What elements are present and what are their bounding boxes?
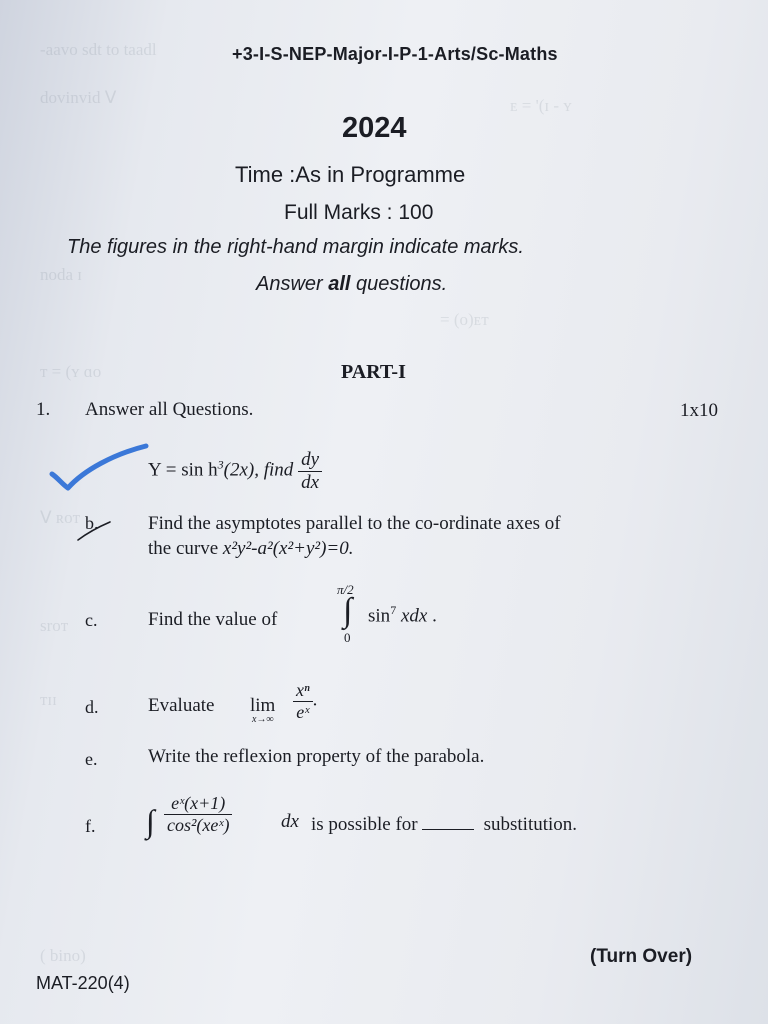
item-a-numerator: dy [298, 449, 322, 472]
item-c-label: c. [85, 610, 98, 630]
show-through-text: Ⅴ ʀoᴛ [40, 508, 81, 527]
time-line: Time :As in Programme [235, 162, 466, 187]
turn-over: (Turn Over) [590, 946, 693, 967]
question-text: Answer all Questions. [85, 399, 254, 420]
item-d-text: Evaluate [148, 695, 215, 716]
item-d-label: d. [85, 697, 99, 717]
item-e-text: Write the reflexion property of the parabola. [148, 746, 485, 767]
show-through-text: -aavo sdt to taadl [40, 40, 157, 59]
show-through-text: ᴛɪɪ [40, 690, 57, 709]
show-through-text: ( bino) [40, 946, 86, 965]
integral-lower-limit: 0 [344, 630, 351, 645]
integral-upper-limit: π/2 [337, 582, 354, 597]
show-through-text: sroᴛ [40, 616, 69, 635]
item-d-end: . [312, 689, 318, 711]
item-c-end: . [427, 605, 437, 627]
item-d-lim: lim [250, 695, 276, 716]
answer-suffix: questions. [350, 273, 448, 295]
item-e-label: e. [85, 749, 98, 769]
item-b-equation: x²y²-a²(x²+y²)=0. [222, 538, 354, 559]
integral-sign-icon: ∫ [146, 803, 155, 839]
answer-prefix: Answer [256, 273, 329, 295]
item-f-numerator: eˣ(x+1) [164, 793, 232, 815]
answer-instruction [256, 273, 447, 296]
show-through-text: = (ᴏ)ᴇᴛ [440, 310, 489, 329]
item-c-sin: sin [368, 605, 391, 627]
item-f-label: f. [85, 816, 96, 836]
exam-year: 2024 [342, 112, 407, 144]
item-b-line2 [148, 538, 354, 560]
item-d-lim-sub: x→∞ [252, 714, 274, 725]
integral-sign-icon: ∫ [343, 592, 353, 629]
item-d-numerator: xⁿ [293, 680, 313, 702]
item-b-prefix: the curve [148, 538, 223, 559]
show-through-text: noda ɪ [40, 265, 83, 284]
full-marks: Full Marks : 100 [284, 201, 434, 224]
show-through-text: ᴛ = (ʏ ɑᴏ [40, 362, 102, 381]
check-mark-icon [44, 436, 154, 494]
item-d-denominator: eˣ [296, 701, 310, 722]
paper-code: +3-I-S-NEP-Major-I-P-1-Arts/Sc-Maths [232, 44, 558, 64]
item-b-label: b. [85, 513, 99, 533]
item-f-fraction [164, 793, 232, 835]
answer-blank [422, 829, 474, 830]
item-f-phrase: is possible for [311, 814, 418, 835]
item-c-integrand [368, 603, 437, 627]
marks-instruction: The figures in the right-hand margin indicate marks. [67, 236, 524, 258]
item-f-after: substitution. [483, 814, 578, 835]
item-a-denominator: dx [301, 471, 319, 493]
item-f-dx: dx [281, 811, 299, 832]
item-f-denominator: cos²(xeˣ) [167, 814, 230, 835]
item-d-fraction [293, 680, 317, 722]
item-c-power: 7 [390, 603, 397, 617]
show-through-text: dovinvid Ⅴ [40, 88, 117, 107]
item-a-exponent: 3 [217, 457, 224, 472]
paper-footer-code: MAT-220(4) [36, 973, 130, 993]
show-through-text: ᴇ = '(ɪ - ʏ [510, 96, 572, 115]
item-c-tail: xdx [396, 605, 428, 627]
question-marks: 1x10 [680, 400, 718, 421]
item-a-argument: (2x), find [223, 459, 299, 481]
item-a-lhs: Y = sin h [148, 459, 218, 481]
item-a-derivative [298, 449, 322, 494]
question-number: 1. [36, 399, 51, 420]
item-f-text [311, 814, 577, 836]
part-heading: PART-I [341, 361, 406, 383]
item-b-line1: Find the asymptotes parallel to the co-ordinate axes of [148, 513, 561, 534]
answer-bold: all [328, 273, 351, 295]
item-c-text: Find the value of [148, 609, 278, 630]
item-a [148, 449, 322, 494]
